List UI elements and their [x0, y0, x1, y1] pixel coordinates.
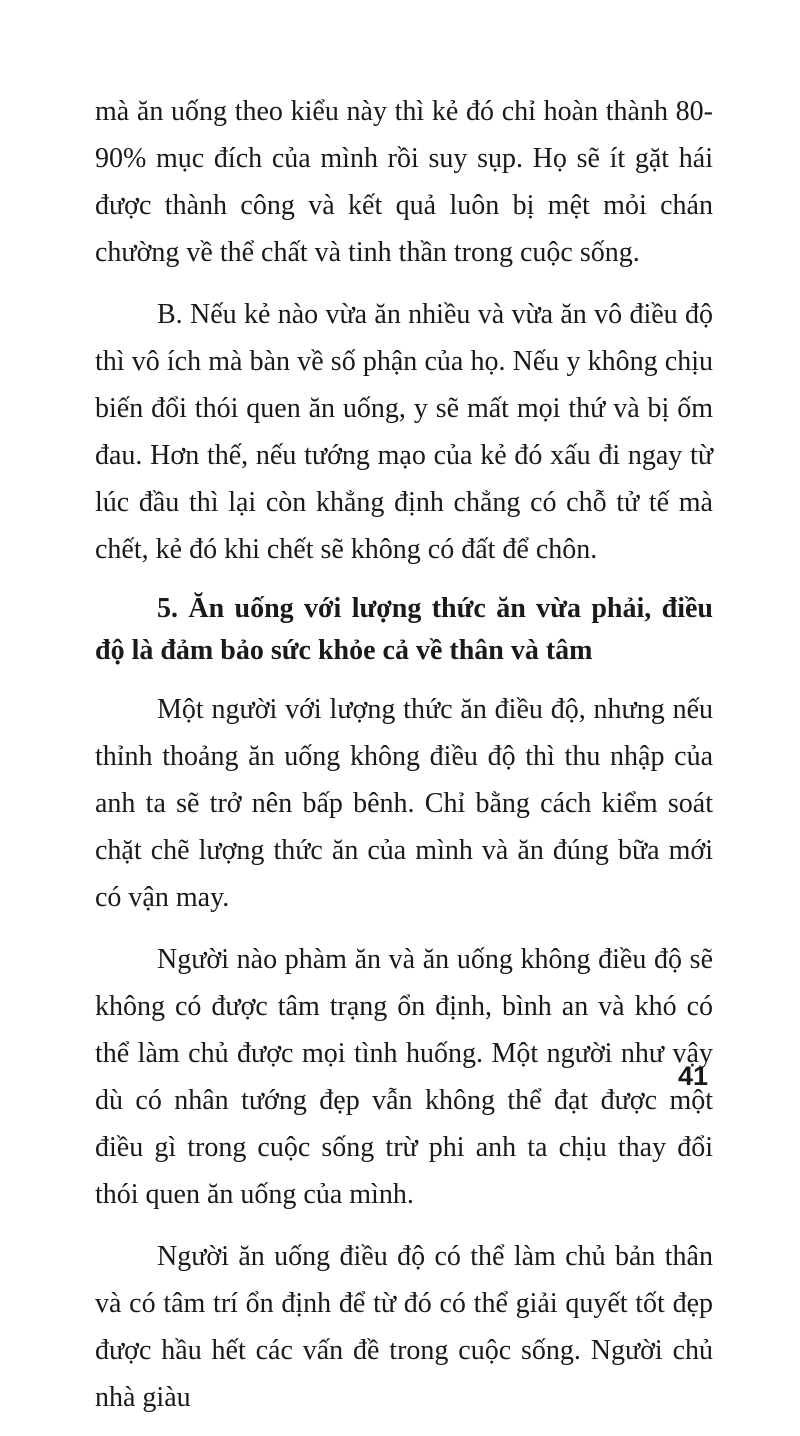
section-paragraph-2: Người nào phàm ăn và ăn uống không điều độ sẽ không có được tâm trạng ổn định, bình an và khó có thể làm chủ được mọi tình huống. Một người như vậy dù có nhân tướng đẹp vẫn không thể đạt được một điều gì trong cuộc sống trừ phi anh ta chịu thay đổi thói quen ăn uống của mình. — [95, 944, 713, 1210]
book-page — [95, 88, 713, 1436]
section-paragraph-1: Một người với lượng thức ăn điều độ, nhưng nếu thỉnh thoảng ăn uống không điều độ thì thu nhập của anh ta sẽ trở nên bấp bênh. Chỉ bằng cách kiểm soát chặt chẽ lượng thức ăn của mình và ăn đúng bữa mới có vận may. — [95, 694, 713, 913]
section-heading: 5. Ăn uống với lượng thức ăn vừa phải, điều độ là đảm bảo sức khỏe cả về thân và tâm — [95, 593, 713, 666]
paragraph-continuation: mà ăn uống theo kiểu này thì kẻ đó chỉ hoàn thành 80-90% mục đích của mình rồi suy sụp. Họ sẽ ít gặt hái được thành công và kết quả luôn bị mệt mỏi chán chường về thể chất và tinh thần trong cuộc sống. — [95, 96, 713, 268]
paragraph-b: B. Nếu kẻ nào vừa ăn nhiều và vừa ăn vô điều độ thì vô ích mà bàn về số phận của họ. Nếu y không chịu biến đổi thói quen ăn uống, y sẽ mất mọi thứ và bị ốm đau. Hơn thế, nếu tướng mạo của kẻ đó xấu đi ngay từ lúc đầu thì lại còn khẳng định chẳng có chỗ tử tế mà chết, kẻ đó khi chết sẽ không có đất để chôn. — [95, 299, 713, 565]
page-number: 41 — [677, 1061, 708, 1091]
section-paragraph-3: Người ăn uống điều độ có thể làm chủ bản thân và có tâm trí ổn định để từ đó có thể giải quyết tốt đẹp được hầu hết các vấn đề trong cuộc sống. Người chủ nhà giàu — [95, 1241, 713, 1413]
